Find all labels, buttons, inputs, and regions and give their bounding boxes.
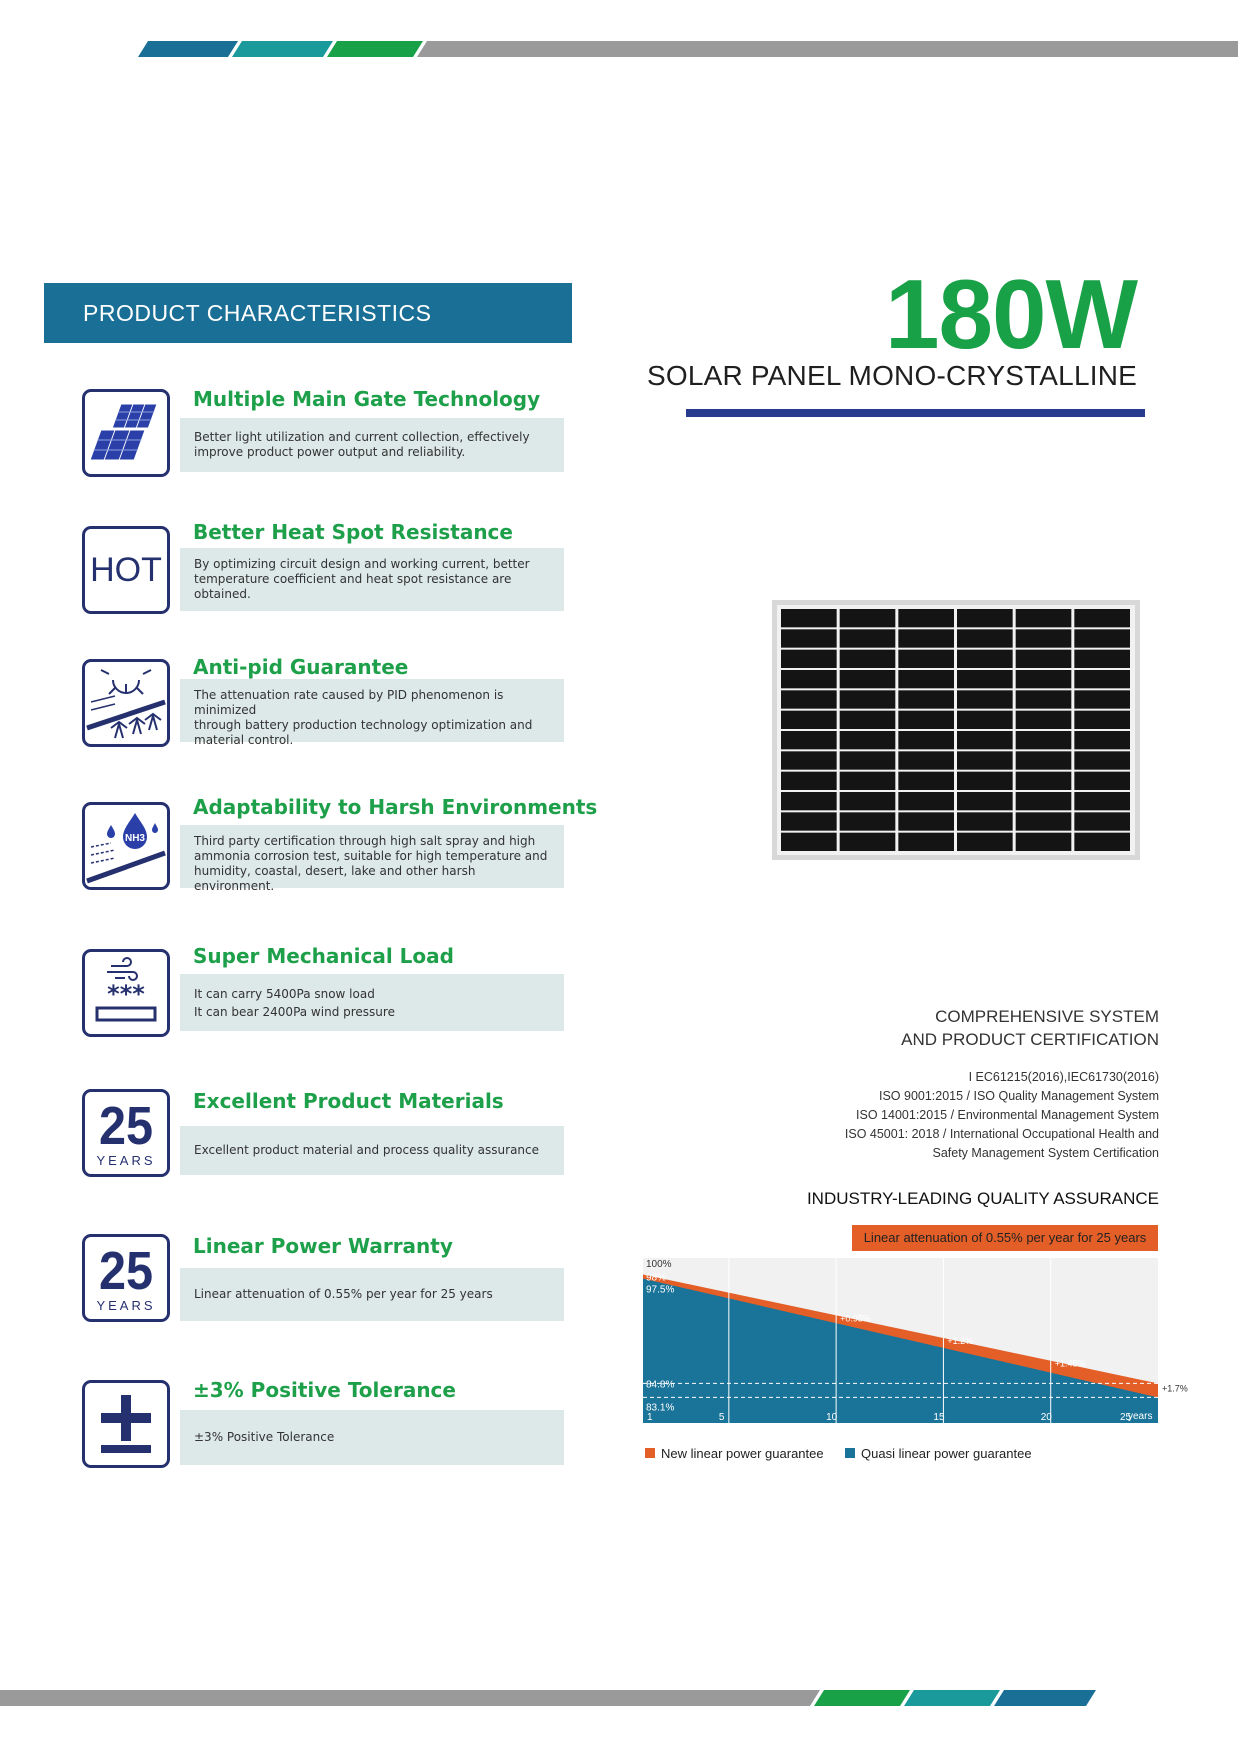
- feature-desc-line: Linear attenuation of 0.55% per year for 25 years: [194, 1287, 493, 1301]
- 25-years-icon: [82, 1234, 170, 1322]
- y-label-83-1: 83.1%: [646, 1402, 675, 1414]
- panel-cell: [840, 629, 896, 647]
- panel-cell: [957, 731, 1013, 749]
- annotation-label: +1.7%: [1162, 1383, 1188, 1394]
- panel-cell: [1016, 629, 1072, 647]
- panel-cell: [840, 650, 896, 668]
- attenuation-badge: Linear attenuation of 0.55% per year for 25 years: [852, 1225, 1158, 1251]
- panel-cell: [1074, 731, 1130, 749]
- legend-label: New linear power guarantee: [661, 1446, 824, 1461]
- panel-cell: [957, 670, 1013, 688]
- panel-cell: [781, 731, 837, 749]
- feature-desc-line: obtained.: [194, 587, 251, 601]
- panel-cell: [840, 609, 896, 627]
- y-label-98: 98%: [646, 1272, 667, 1284]
- panel-cell: [898, 690, 954, 708]
- panel-cell: [781, 711, 837, 729]
- feature-description: [180, 1268, 564, 1321]
- feature-title: Anti-pid Guarantee: [193, 655, 409, 679]
- 25-years-icon: [82, 1089, 170, 1177]
- certification-item: I EC61215(2016),IEC61730(2016): [968, 1070, 1159, 1084]
- feature-description: [180, 679, 564, 747]
- years-label: YEARS: [96, 1153, 156, 1168]
- plus-minus-icon: [82, 1380, 170, 1468]
- product-name: SOLAR PANEL MONO-CRYSTALLINE: [646, 360, 1137, 391]
- feature-description: [180, 1410, 564, 1465]
- panel-cell: [898, 772, 954, 790]
- section-title: PRODUCT CHARACTERISTICS: [83, 300, 432, 326]
- feature-title: ±3% Positive Tolerance: [193, 1378, 456, 1402]
- panel-cell: [1016, 833, 1072, 851]
- y-label-84-8: 84.8%: [646, 1379, 675, 1391]
- x-tick-label: 5: [718, 1412, 725, 1423]
- feature-desc-line: temperature coefficient and heat spot resistance are: [194, 572, 512, 586]
- panel-cell: [957, 650, 1013, 668]
- panel-cell: [781, 812, 837, 830]
- feature-title: Super Mechanical Load: [193, 944, 454, 968]
- panel-cell: [1016, 711, 1072, 729]
- feature-desc-line: Excellent product material and process quality assurance: [194, 1143, 540, 1157]
- panel-cell: [898, 629, 954, 647]
- y-label-100: 100%: [646, 1259, 672, 1270]
- svg-text:***: ***: [107, 980, 145, 1008]
- panel-cell: [840, 731, 896, 749]
- panel-cell: [781, 792, 837, 810]
- panel-cell: [1074, 833, 1130, 851]
- panel-cell: [1074, 792, 1130, 810]
- section-header: [44, 283, 572, 343]
- feature-title: Linear Power Warranty: [193, 1234, 453, 1258]
- panel-cell: [898, 833, 954, 851]
- panel-cell: [1074, 609, 1130, 627]
- x-tick-label: 10: [826, 1412, 838, 1423]
- legend-swatch-orange: [645, 1448, 655, 1458]
- feature-desc-line: ±3% Positive Tolerance: [194, 1430, 335, 1444]
- solar-panel-image: [772, 600, 1140, 864]
- legend-item-new: [645, 1446, 824, 1461]
- legend-swatch-blue: [845, 1448, 855, 1458]
- panel-cell: [840, 690, 896, 708]
- panel-cell: [1074, 650, 1130, 668]
- panel-cell: [898, 731, 954, 749]
- feature-title: Adaptability to Harsh Environments: [193, 795, 598, 819]
- certification-heading-line: COMPREHENSIVE SYSTEM: [935, 1007, 1159, 1026]
- panel-cell: [1074, 772, 1130, 790]
- panel-cell: [1074, 812, 1130, 830]
- panel-cell: [957, 690, 1013, 708]
- anti-pid-icon: [82, 659, 170, 747]
- panel-cell: [1016, 751, 1072, 769]
- certification-list: [845, 1068, 1159, 1163]
- panel-cell: [840, 833, 896, 851]
- years-number: 25: [98, 1241, 154, 1301]
- x-unit-label: years: [1128, 1411, 1153, 1422]
- certification-item: ISO 45001: 2018 / International Occupational Health and: [844, 1127, 1159, 1141]
- top-stripe-bar: [138, 41, 1238, 59]
- years-number: 25: [98, 1096, 154, 1156]
- warranty-chart: [640, 1258, 1200, 1442]
- feature-description: [180, 825, 564, 893]
- panel-cell: [840, 751, 896, 769]
- feature-desc-line: humidity, coastal, desert, lake and other harsh environment.: [194, 864, 476, 893]
- hot-icon-text: HOT: [90, 551, 162, 589]
- panel-cell: [957, 812, 1013, 830]
- nh3-label: NH3: [124, 833, 146, 844]
- feature-desc-line: through battery production technology optimization and: [194, 718, 533, 732]
- panel-cell: [898, 792, 954, 810]
- legend-item-quasi: [845, 1446, 1032, 1461]
- panel-cell: [1016, 792, 1072, 810]
- panel-cell: [1074, 690, 1130, 708]
- feature-desc-line: improve product power output and reliability.: [194, 445, 466, 459]
- feature-description: [180, 1126, 564, 1175]
- feature-desc-line: It can bear 2400Pa wind pressure: [194, 1005, 395, 1019]
- panel-cell: [1074, 670, 1130, 688]
- panel-cell: [1016, 731, 1072, 749]
- certification-item: ISO 9001:2015 / ISO Quality Management System: [878, 1089, 1159, 1103]
- feature-title: Better Heat Spot Resistance: [193, 520, 513, 544]
- feature-description: [180, 974, 564, 1031]
- panel-cell: [781, 833, 837, 851]
- wattage-title: 180W: [884, 259, 1137, 369]
- panel-cell: [781, 609, 837, 627]
- panel-cell: [781, 751, 837, 769]
- certification-heading: [901, 1005, 1159, 1051]
- panel-cell: [781, 670, 837, 688]
- hot-icon: [82, 526, 170, 614]
- panel-cell: [898, 670, 954, 688]
- feature-title: Multiple Main Gate Technology: [193, 387, 541, 411]
- panel-cell: [957, 751, 1013, 769]
- panel-cell: [781, 650, 837, 668]
- solar-cells-icon: [82, 389, 170, 477]
- x-tick-label: 15: [933, 1412, 945, 1423]
- feature-title: Excellent Product Materials: [193, 1089, 504, 1113]
- panel-cell: [840, 670, 896, 688]
- panel-cell: [957, 609, 1013, 627]
- feature-description: [180, 548, 564, 611]
- panel-cell: [840, 812, 896, 830]
- feature-desc-line: It can carry 5400Pa snow load: [194, 987, 375, 1001]
- panel-cell: [957, 772, 1013, 790]
- panel-cell: [957, 711, 1013, 729]
- legend-label: Quasi linear power guarantee: [861, 1446, 1032, 1461]
- panel-cell: [840, 711, 896, 729]
- feature-desc-line: The attenuation rate caused by PID phenomenon is minimized: [194, 688, 504, 717]
- certification-item: ISO 14001:2015 / Environmental Management System: [856, 1108, 1159, 1122]
- panel-cell: [1074, 751, 1130, 769]
- panel-cell: [781, 772, 837, 790]
- x-tick-label: 25: [1120, 1412, 1132, 1423]
- feature-desc-line: Third party certification through high salt spray and high: [194, 834, 536, 848]
- panel-cell: [1016, 609, 1072, 627]
- x-tick-label: 1: [647, 1412, 653, 1423]
- panel-cell: [898, 711, 954, 729]
- x-tick-label: 20: [1040, 1412, 1052, 1423]
- panel-cell: [957, 629, 1013, 647]
- feature-desc-line: Better light utilization and current collection, effectively: [194, 430, 530, 444]
- years-label: YEARS: [96, 1298, 156, 1313]
- annotation-label: +1.2%: [947, 1336, 974, 1347]
- panel-cell: [840, 792, 896, 810]
- title-underline: [686, 409, 1145, 417]
- panel-cell: [1016, 812, 1072, 830]
- certification-item: Safety Management System Certification: [932, 1146, 1159, 1160]
- panel-cell: [898, 650, 954, 668]
- panel-cell: [1074, 711, 1130, 729]
- panel-cell: [898, 751, 954, 769]
- snow-load-icon: [82, 949, 170, 1037]
- panel-cell: [840, 772, 896, 790]
- annotation-label: +1.45%: [1054, 1358, 1086, 1369]
- panel-cell: [781, 690, 837, 708]
- panel-cell: [1016, 650, 1072, 668]
- feature-desc-line: material control.: [194, 733, 294, 747]
- annotation-label: +0.95%: [840, 1313, 871, 1324]
- panel-cell: [781, 629, 837, 647]
- bottom-stripe-bar: [0, 1690, 1100, 1708]
- panel-cell: [1016, 772, 1072, 790]
- panel-cell: [1016, 690, 1072, 708]
- feature-description: [180, 418, 564, 472]
- panel-cell: [898, 812, 954, 830]
- panel-cell: [1074, 629, 1130, 647]
- panel-cell: [957, 792, 1013, 810]
- panel-cell: [1016, 670, 1072, 688]
- ammonia-drop-icon: [82, 802, 170, 890]
- quality-heading: INDUSTRY-LEADING QUALITY ASSURANCE: [806, 1189, 1159, 1208]
- feature-desc-line: ammonia corrosion test, suitable for high temperature and: [194, 849, 548, 863]
- certification-heading-line: AND PRODUCT CERTIFICATION: [901, 1030, 1159, 1049]
- feature-desc-line: By optimizing circuit design and working current, better: [194, 557, 530, 571]
- panel-cell: [898, 609, 954, 627]
- y-label-97-5: 97.5%: [646, 1284, 675, 1296]
- panel-cell: [957, 833, 1013, 851]
